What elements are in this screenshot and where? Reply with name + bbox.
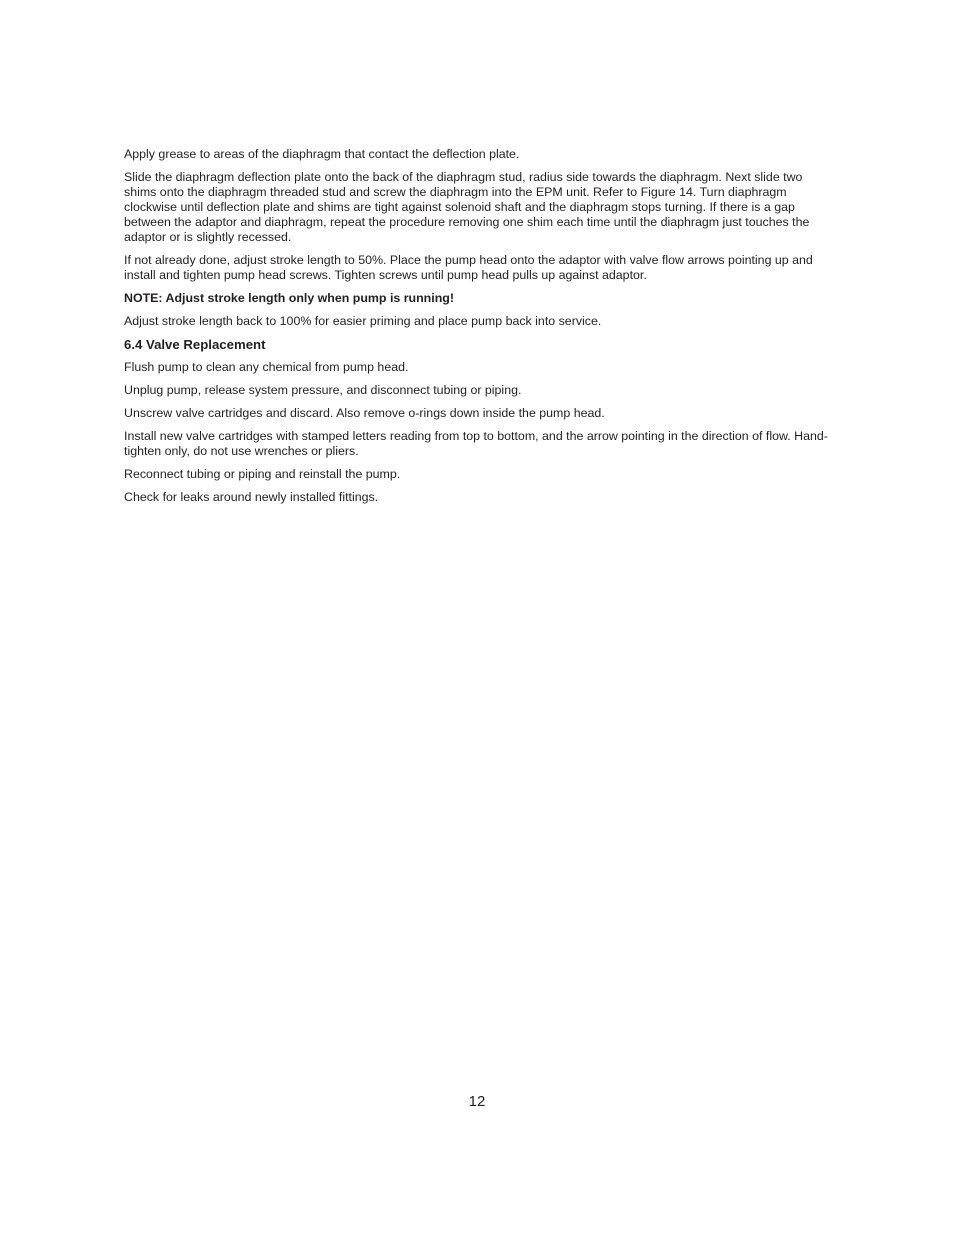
step-flush-pump: Flush pump to clean any chemical from pump head. [124, 360, 409, 374]
page-content [124, 147, 832, 513]
step-check-leaks: Check for leaks around newly installed fittings. [124, 490, 379, 504]
paragraph-deflection-plate: Slide the diaphragm deflection plate onto the back of the diaphragm stud, radius side towards the diaphragm. Next slide two shims onto the diaphragm threaded stud and screw the diaphragm into the EPM unit. Refer to Figure 14. Turn diaphragm clockwise until deflection plate and shims are tight against solenoid shaft and the diaphragm stops turning. If there is a gap between the adaptor and diaphragm, repeat the procedure removing one shim each time until the diaphragm just touches the adaptor or is slightly recessed. [124, 170, 810, 244]
paragraph-stroke-length: If not already done, adjust stroke length to 50%. Place the pump head onto the adaptor with valve flow arrows pointing up and install and tighten pump head screws. Tighten screws until pump head pulls up against adaptor. [124, 253, 813, 282]
section-heading-valve-replacement: 6.4 Valve Replacement [124, 337, 266, 352]
page-number: 12 [468, 1093, 486, 1110]
step-reconnect-tubing: Reconnect tubing or piping and reinstall the pump. [124, 467, 401, 481]
note-stroke-length: NOTE: Adjust stroke length only when pump is running! [124, 291, 454, 305]
paragraph-return-service: Adjust stroke length back to 100% for easier priming and place pump back into service. [124, 314, 602, 328]
step-unscrew-cartridges: Unscrew valve cartridges and discard. Also remove o-rings down inside the pump head. [124, 406, 605, 420]
paragraph-apply-grease: Apply grease to areas of the diaphragm that contact the deflection plate. [124, 147, 520, 161]
step-install-cartridges: Install new valve cartridges with stamped letters reading from top to bottom, and the arrow pointing in the direction of flow. Hand-tighten only, do not use wrenches or pliers. [124, 429, 828, 458]
step-unplug-pump: Unplug pump, release system pressure, and disconnect tubing or piping. [124, 383, 522, 397]
